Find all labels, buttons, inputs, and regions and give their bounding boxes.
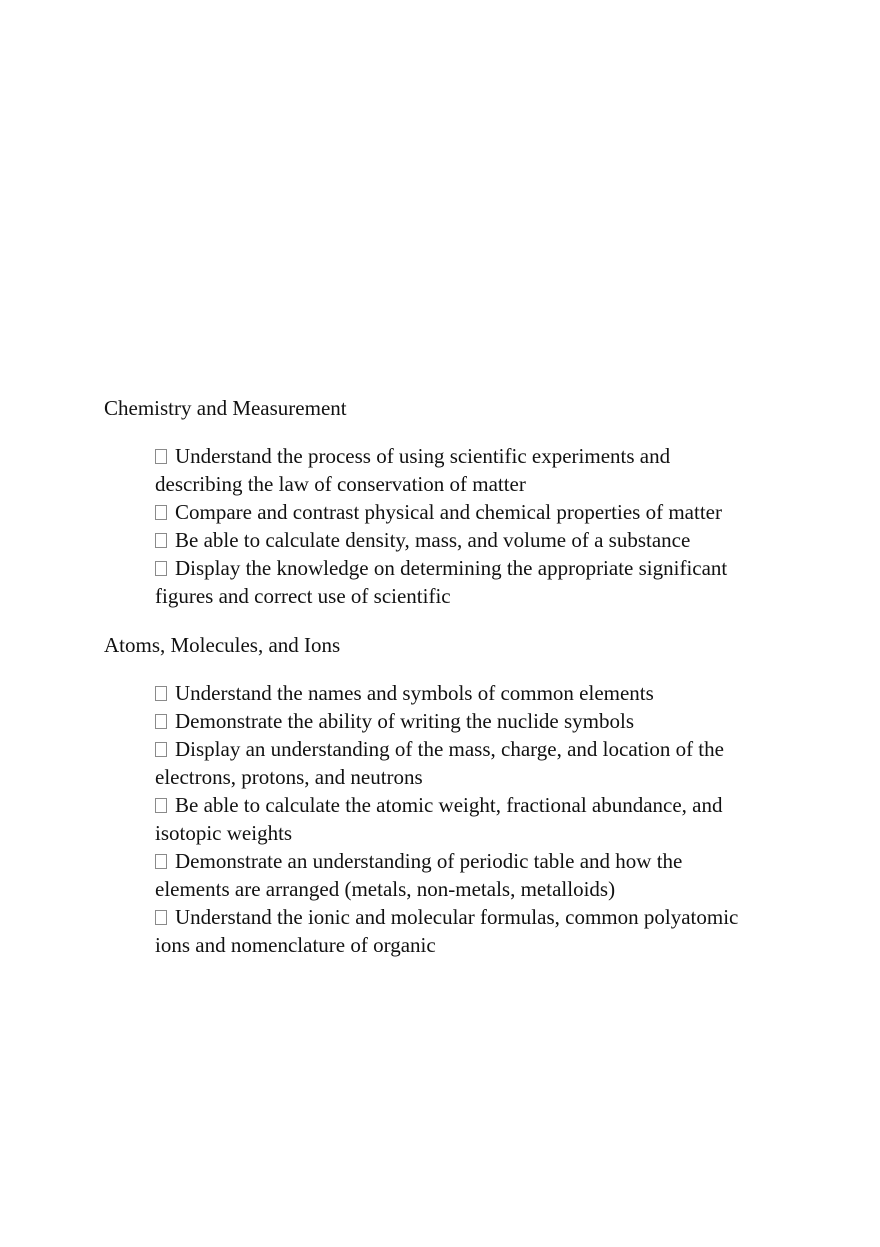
- missing-glyph-box-icon: [155, 910, 167, 925]
- missing-glyph-box-icon: [155, 561, 167, 576]
- objective-item: [155, 847, 755, 903]
- objective-text: Compare and contrast physical and chemical properties of matter: [175, 500, 722, 524]
- objective-text: Understand the names and symbols of common elements: [175, 681, 654, 705]
- missing-glyph-box-icon: [155, 449, 167, 464]
- missing-glyph-box-icon: [155, 854, 167, 869]
- objective-text: Display an understanding of the mass, charge, and location of the electrons, protons, and neutrons: [155, 737, 724, 789]
- missing-glyph-box-icon: [155, 742, 167, 757]
- missing-glyph-box-icon: [155, 714, 167, 729]
- objective-item: [155, 526, 755, 554]
- missing-glyph-box-icon: [155, 533, 167, 548]
- objectives-list-atoms-molecules-ions: [104, 679, 784, 959]
- objective-text: Be able to calculate density, mass, and volume of a substance: [175, 528, 691, 552]
- missing-glyph-box-icon: [155, 798, 167, 813]
- section-heading-chemistry-measurement: Chemistry and Measurement: [104, 396, 347, 420]
- objective-item: [155, 903, 755, 959]
- objective-item: [155, 735, 755, 791]
- objective-item: [155, 791, 755, 847]
- objective-item: [155, 554, 755, 610]
- objective-text: Demonstrate the ability of writing the nuclide symbols: [175, 709, 634, 733]
- missing-glyph-box-icon: [155, 505, 167, 520]
- objective-text: Understand the process of using scientific experiments and describing the law of conservation of matter: [155, 444, 671, 496]
- document-content: [104, 394, 784, 980]
- objective-item: [155, 707, 755, 735]
- objective-text: Display the knowledge on determining the appropriate significant figures and correct use of scientific: [155, 556, 728, 608]
- missing-glyph-box-icon: [155, 686, 167, 701]
- objective-item: [155, 679, 755, 707]
- objectives-list-chemistry-measurement: [104, 442, 784, 610]
- objective-item: [155, 442, 755, 498]
- objective-text: Demonstrate an understanding of periodic table and how the elements are arranged (metals, non-metals, metalloids): [155, 849, 683, 901]
- objective-item: [155, 498, 755, 526]
- objective-text: Understand the ionic and molecular formulas, common polyatomic ions and nomenclature of organic: [155, 905, 739, 957]
- objective-text: Be able to calculate the atomic weight, fractional abundance, and isotopic weights: [155, 793, 723, 845]
- section-heading-atoms-molecules-ions: Atoms, Molecules, and Ions: [104, 633, 341, 657]
